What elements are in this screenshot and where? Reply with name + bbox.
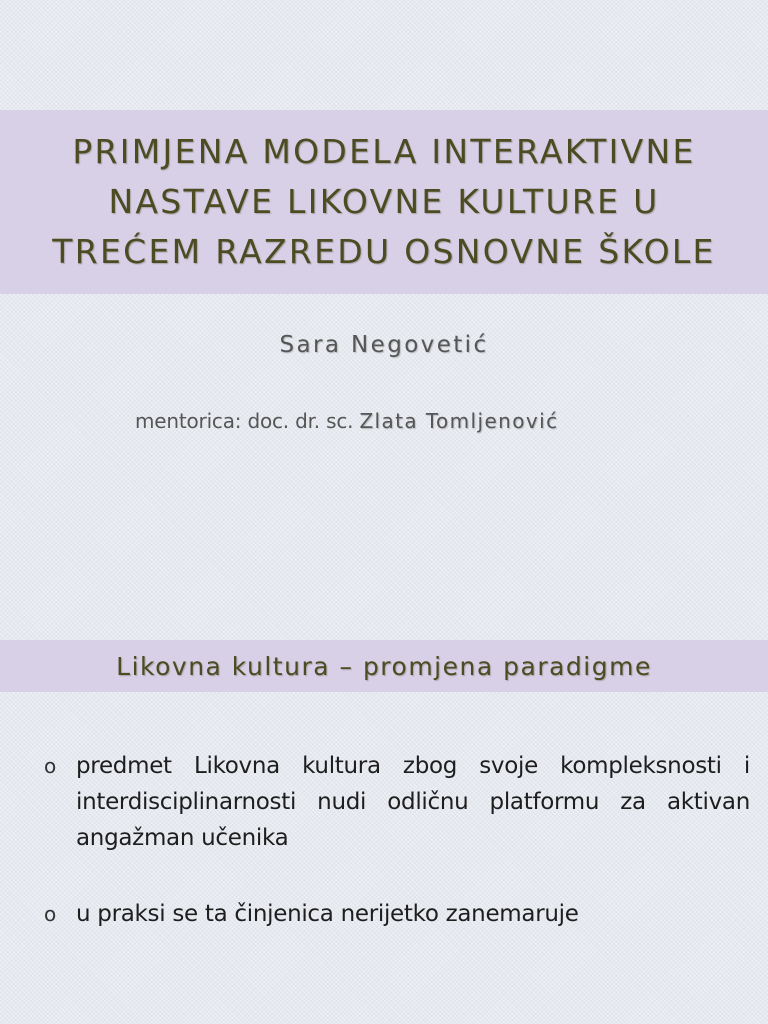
list-item: [44, 748, 750, 856]
bullet-text: predmet Likovna kultura zbog svoje kompleksnosti i interdisciplinarnosti nudi odličnu platformu za aktivan angažman učenika: [76, 753, 750, 851]
bullet-circle-icon: o: [44, 902, 57, 926]
slide-heading: Likovna kultura – promjena paradigme: [116, 651, 652, 681]
bullet-circle-icon: o: [44, 754, 57, 778]
bullet-list: [44, 748, 750, 972]
title-band: [0, 110, 768, 294]
mentor-label: mentorica: doc. dr. sc.: [135, 409, 360, 433]
mentor-line: [135, 409, 558, 433]
mentor-name: Zlata Tomljenović: [359, 409, 559, 433]
heading-band: [0, 640, 768, 692]
list-item: [44, 896, 750, 932]
content-slide: [0, 620, 768, 1024]
presentation-title: PRIMJENA MODELA INTERAKTIVNE NASTAVE LIKOVNE KULTURE U TREĆEM RAZREDU OSNOVNE ŠKOLE: [52, 132, 716, 271]
bullet-text: u praksi se ta činjenica nerijetko zanemaruje: [76, 901, 579, 927]
author-name: Sara Negovetić: [279, 332, 489, 358]
